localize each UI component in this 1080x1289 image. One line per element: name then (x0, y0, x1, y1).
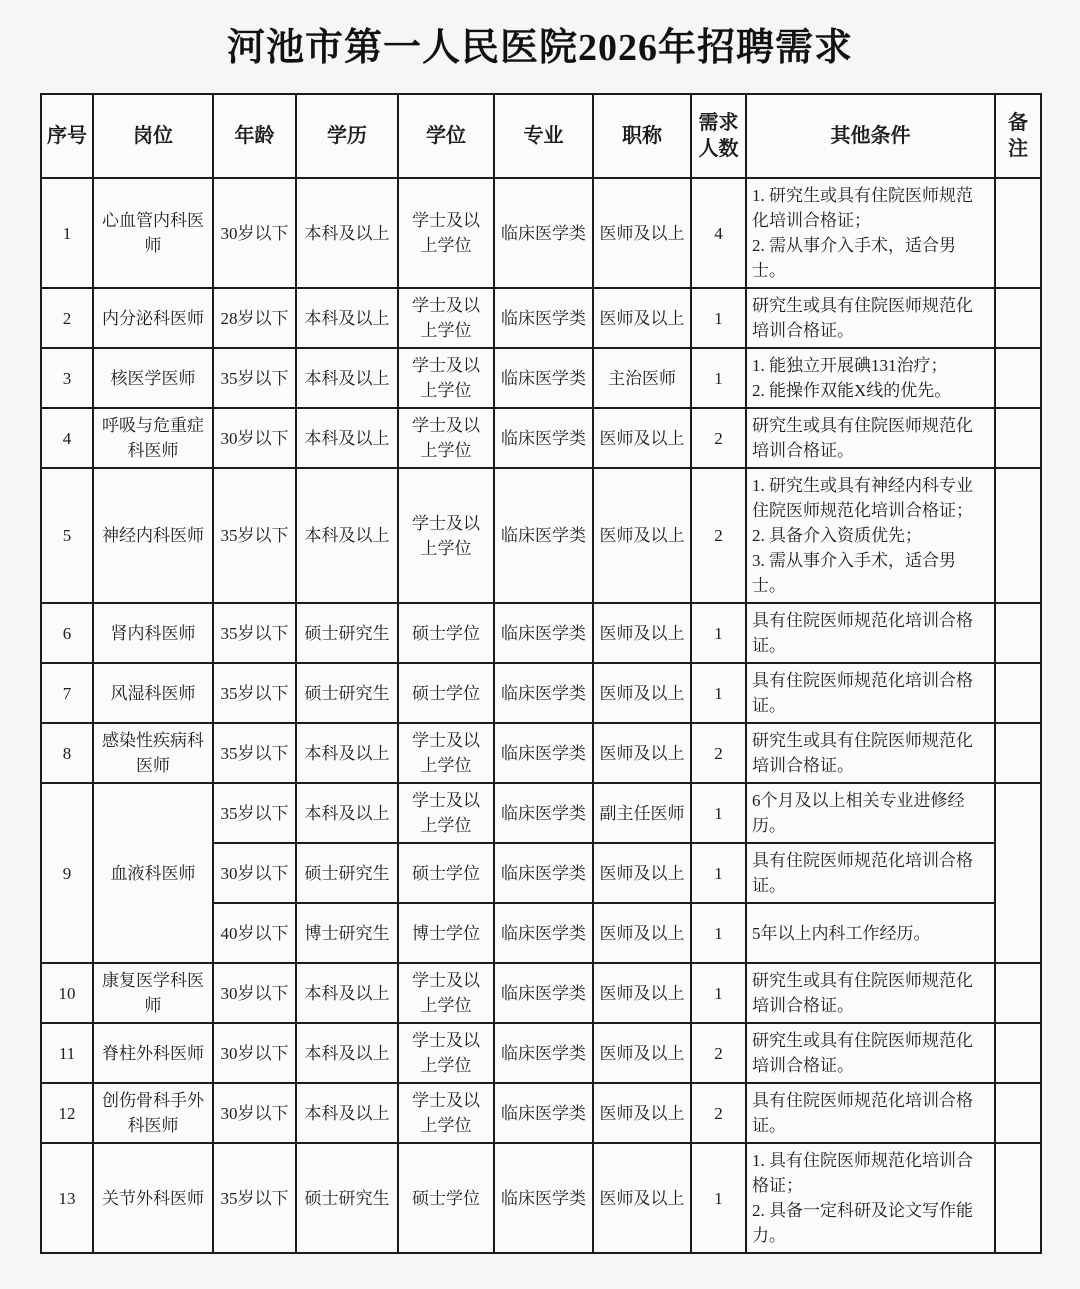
cell-count: 2 (691, 468, 746, 603)
cell-conditions (746, 903, 995, 963)
cell-education: 本科及以上 (296, 178, 398, 288)
cell-age: 30岁以下 (213, 178, 296, 288)
cell-degree: 学士及以上学位 (398, 963, 494, 1023)
cell-post: 风湿科医师 (93, 663, 213, 723)
column-header-title: 职称 (593, 94, 691, 178)
table-row (41, 723, 1041, 783)
condition-line: 具有住院医师规范化培训合格证。 (752, 851, 973, 895)
column-header-no: 序号 (41, 94, 93, 178)
cell-degree: 学士及以上学位 (398, 178, 494, 288)
cell-major: 临床医学类 (494, 408, 593, 468)
table-row (41, 603, 1041, 663)
cell-age: 35岁以下 (213, 468, 296, 603)
cell-degree: 学士及以上学位 (398, 1023, 494, 1083)
cell-major: 临床医学类 (494, 603, 593, 663)
cell-count: 1 (691, 783, 746, 843)
cell-title: 医师及以上 (593, 1023, 691, 1083)
cell-no: 9 (41, 783, 93, 963)
cell-count: 2 (691, 408, 746, 468)
cell-conditions (746, 603, 995, 663)
cell-note (995, 468, 1041, 603)
cell-major: 临床医学类 (494, 348, 593, 408)
cell-major: 临床医学类 (494, 843, 593, 903)
condition-line: 研究生或具有住院医师规范化培训合格证。 (752, 296, 973, 340)
cell-age: 35岁以下 (213, 1143, 296, 1253)
cell-education: 硕士研究生 (296, 1143, 398, 1253)
cell-note (995, 408, 1041, 468)
cell-degree: 硕士学位 (398, 603, 494, 663)
cell-count: 4 (691, 178, 746, 288)
cell-post: 感染性疾病科医师 (93, 723, 213, 783)
cell-degree: 博士学位 (398, 903, 494, 963)
cell-no: 10 (41, 963, 93, 1023)
cell-conditions (746, 468, 995, 603)
cell-note (995, 603, 1041, 663)
cell-education: 硕士研究生 (296, 663, 398, 723)
cell-age: 30岁以下 (213, 408, 296, 468)
cell-degree: 学士及以上学位 (398, 408, 494, 468)
cell-degree: 学士及以上学位 (398, 468, 494, 603)
cell-conditions (746, 1143, 995, 1253)
cell-conditions (746, 963, 995, 1023)
cell-note (995, 288, 1041, 348)
table-header (41, 94, 1041, 178)
cell-count: 1 (691, 1143, 746, 1253)
cell-major: 临床医学类 (494, 723, 593, 783)
cell-major: 临床医学类 (494, 1023, 593, 1083)
cell-age: 30岁以下 (213, 843, 296, 903)
cell-post: 创伤骨科手外科医师 (93, 1083, 213, 1143)
condition-line: 2. 具备介入资质优先； (752, 526, 922, 545)
condition-line: 3. 需从事介入手术，适合男士。 (752, 551, 956, 595)
condition-line: 具有住院医师规范化培训合格证。 (752, 611, 973, 655)
cell-education: 本科及以上 (296, 468, 398, 603)
cell-major: 临床医学类 (494, 468, 593, 603)
condition-line: 1. 研究生或具有神经内科专业住院医师规范化培训合格证； (752, 476, 973, 520)
cell-age: 35岁以下 (213, 783, 296, 843)
cell-conditions (746, 288, 995, 348)
cell-post: 康复医学科医师 (93, 963, 213, 1023)
cell-no: 7 (41, 663, 93, 723)
cell-conditions (746, 843, 995, 903)
column-header-count: 需求人数 (691, 94, 746, 178)
cell-note (995, 1143, 1041, 1253)
condition-line: 研究生或具有住院医师规范化培训合格证。 (752, 1031, 973, 1075)
cell-count: 2 (691, 723, 746, 783)
column-header-major: 专业 (494, 94, 593, 178)
table-row (41, 1023, 1041, 1083)
cell-title: 医师及以上 (593, 903, 691, 963)
cell-count: 1 (691, 903, 746, 963)
condition-line: 具有住院医师规范化培训合格证。 (752, 671, 973, 715)
cell-note (995, 348, 1041, 408)
cell-major: 临床医学类 (494, 783, 593, 843)
cell-count: 1 (691, 603, 746, 663)
cell-no: 11 (41, 1023, 93, 1083)
cell-note (995, 1083, 1041, 1143)
cell-count: 2 (691, 1023, 746, 1083)
column-header-degree: 学位 (398, 94, 494, 178)
page-title: 河池市第一人民医院2026年招聘需求 (226, 27, 853, 69)
cell-education: 硕士研究生 (296, 843, 398, 903)
cell-conditions (746, 408, 995, 468)
cell-no: 8 (41, 723, 93, 783)
cell-title: 医师及以上 (593, 963, 691, 1023)
cell-title: 医师及以上 (593, 1083, 691, 1143)
table-row (41, 178, 1041, 288)
cell-post: 血液科医师 (93, 783, 213, 963)
cell-age: 35岁以下 (213, 663, 296, 723)
cell-education: 本科及以上 (296, 783, 398, 843)
cell-degree: 硕士学位 (398, 663, 494, 723)
cell-note (995, 663, 1041, 723)
cell-no: 5 (41, 468, 93, 603)
cell-major: 临床医学类 (494, 288, 593, 348)
cell-title: 医师及以上 (593, 288, 691, 348)
cell-title: 医师及以上 (593, 408, 691, 468)
cell-no: 3 (41, 348, 93, 408)
column-header-education: 学历 (296, 94, 398, 178)
column-header-conditions: 其他条件 (746, 94, 995, 178)
cell-post: 肾内科医师 (93, 603, 213, 663)
condition-line: 研究生或具有住院医师规范化培训合格证。 (752, 731, 973, 775)
cell-title: 医师及以上 (593, 1143, 691, 1253)
cell-post: 关节外科医师 (93, 1143, 213, 1253)
cell-degree: 硕士学位 (398, 1143, 494, 1253)
cell-major: 临床医学类 (494, 178, 593, 288)
cell-conditions (746, 178, 995, 288)
cell-title: 副主任医师 (593, 783, 691, 843)
cell-note (995, 1023, 1041, 1083)
cell-major: 临床医学类 (494, 663, 593, 723)
cell-major: 临床医学类 (494, 903, 593, 963)
table-row (41, 783, 1041, 843)
cell-degree: 学士及以上学位 (398, 1083, 494, 1143)
cell-count: 1 (691, 663, 746, 723)
cell-conditions (746, 723, 995, 783)
cell-major: 临床医学类 (494, 1143, 593, 1253)
cell-post: 核医学医师 (93, 348, 213, 408)
cell-age: 28岁以下 (213, 288, 296, 348)
table-row (41, 288, 1041, 348)
cell-education: 博士研究生 (296, 903, 398, 963)
cell-post: 呼吸与危重症科医师 (93, 408, 213, 468)
condition-line: 研究生或具有住院医师规范化培训合格证。 (752, 416, 973, 460)
condition-line: 5年以上内科工作经历。 (752, 923, 931, 943)
cell-no: 2 (41, 288, 93, 348)
cell-note (995, 963, 1041, 1023)
cell-major: 临床医学类 (494, 963, 593, 1023)
cell-conditions (746, 348, 995, 408)
cell-conditions (746, 1083, 995, 1143)
column-header-age: 年龄 (213, 94, 296, 178)
header-row (41, 94, 1041, 178)
condition-line: 研究生或具有住院医师规范化培训合格证。 (752, 971, 973, 1015)
cell-title: 医师及以上 (593, 843, 691, 903)
table-row (41, 468, 1041, 603)
condition-line: 2. 能操作双能X线的优先。 (752, 381, 952, 400)
table-row (41, 963, 1041, 1023)
condition-line: 1. 能独立开展碘131治疗； (752, 356, 948, 375)
cell-post: 神经内科医师 (93, 468, 213, 603)
cell-title: 医师及以上 (593, 178, 691, 288)
cell-title: 医师及以上 (593, 723, 691, 783)
cell-note (995, 723, 1041, 783)
table-row (41, 408, 1041, 468)
cell-education: 本科及以上 (296, 288, 398, 348)
cell-post: 内分泌科医师 (93, 288, 213, 348)
cell-no: 13 (41, 1143, 93, 1253)
cell-education: 本科及以上 (296, 963, 398, 1023)
cell-age: 30岁以下 (213, 1083, 296, 1143)
cell-age: 35岁以下 (213, 348, 296, 408)
cell-note (995, 783, 1041, 963)
cell-education: 本科及以上 (296, 1083, 398, 1143)
table-row (41, 348, 1041, 408)
recruitment-table (40, 93, 1042, 1254)
cell-post: 脊柱外科医师 (93, 1023, 213, 1083)
cell-count: 1 (691, 963, 746, 1023)
cell-major: 临床医学类 (494, 1083, 593, 1143)
cell-degree: 学士及以上学位 (398, 783, 494, 843)
cell-count: 1 (691, 288, 746, 348)
cell-count: 2 (691, 1083, 746, 1143)
cell-degree: 硕士学位 (398, 843, 494, 903)
table-body (41, 178, 1041, 1253)
cell-degree: 学士及以上学位 (398, 348, 494, 408)
cell-conditions (746, 663, 995, 723)
cell-education: 本科及以上 (296, 723, 398, 783)
cell-title: 医师及以上 (593, 603, 691, 663)
cell-age: 30岁以下 (213, 1023, 296, 1083)
cell-education: 硕士研究生 (296, 603, 398, 663)
condition-line: 具有住院医师规范化培训合格证。 (752, 1091, 973, 1135)
condition-line: 2. 需从事介入手术，适合男士。 (752, 236, 956, 280)
cell-age: 40岁以下 (213, 903, 296, 963)
cell-title: 医师及以上 (593, 468, 691, 603)
cell-count: 1 (691, 843, 746, 903)
cell-conditions (746, 783, 995, 843)
condition-line: 1. 研究生或具有住院医师规范化培训合格证； (752, 186, 973, 230)
cell-degree: 学士及以上学位 (398, 288, 494, 348)
cell-no: 6 (41, 603, 93, 663)
cell-title: 医师及以上 (593, 663, 691, 723)
table-row (41, 1143, 1041, 1253)
column-header-post: 岗位 (93, 94, 213, 178)
cell-conditions (746, 1023, 995, 1083)
cell-title: 主治医师 (593, 348, 691, 408)
cell-degree: 学士及以上学位 (398, 723, 494, 783)
cell-education: 本科及以上 (296, 1023, 398, 1083)
condition-line: 6个月及以上相关专业进修经历。 (752, 791, 965, 835)
cell-age: 35岁以下 (213, 723, 296, 783)
cell-note (995, 178, 1041, 288)
condition-line: 1. 具有住院医师规范化培训合格证； (752, 1151, 973, 1195)
cell-no: 4 (41, 408, 93, 468)
table-row (41, 663, 1041, 723)
cell-no: 1 (41, 178, 93, 288)
cell-age: 30岁以下 (213, 963, 296, 1023)
cell-education: 本科及以上 (296, 408, 398, 468)
cell-post: 心血管内科医师 (93, 178, 213, 288)
cell-education: 本科及以上 (296, 348, 398, 408)
cell-count: 1 (691, 348, 746, 408)
cell-age: 35岁以下 (213, 603, 296, 663)
document-page (0, 16, 1080, 1254)
cell-no: 12 (41, 1083, 93, 1143)
condition-line: 2. 具备一定科研及论文写作能力。 (752, 1201, 973, 1245)
column-header-note: 备注 (995, 94, 1041, 178)
table-row (41, 1083, 1041, 1143)
